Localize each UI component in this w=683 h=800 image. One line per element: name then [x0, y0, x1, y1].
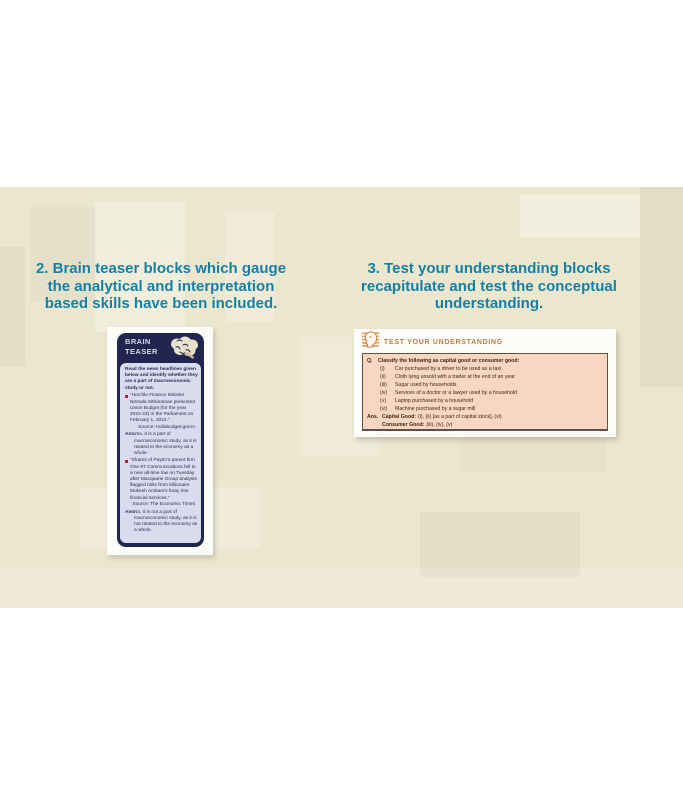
option-row	[380, 405, 603, 413]
option-number: (iv)	[380, 389, 388, 396]
answer-block	[125, 432, 198, 457]
consumer-good-value: (iii), (iv), (v)	[426, 421, 453, 428]
answer-capital-row	[367, 413, 603, 421]
brain-teaser-heading	[16, 260, 306, 313]
option-text: Car purchased by a driver to be used as a taxi	[395, 365, 502, 372]
capital-good-label: Capital Good:	[382, 413, 417, 420]
brain-teaser-intro: Read the news headlines given below and identify whether they are a part of macroeconomic study or not.	[125, 367, 198, 391]
news-headline-item	[125, 393, 198, 430]
option-row	[380, 373, 603, 381]
answer-label: Ans.	[125, 509, 136, 515]
answer-label: Ans.	[125, 432, 136, 438]
question-label: Q.	[367, 357, 373, 364]
option-number: (ii)	[380, 373, 386, 380]
answer-text: No, it is not a part of macroeconomic study, as it is not related to the economy as a whole.	[134, 509, 198, 534]
option-number: (iii)	[380, 381, 387, 388]
capital-good-answer	[382, 413, 502, 421]
heading-line: based skills have been included.	[44, 295, 278, 312]
band-patch	[640, 187, 683, 387]
option-text: Sugar used by households	[395, 381, 457, 388]
option-text: Laptop purchased by a household	[395, 397, 474, 404]
heading-line: 2. Brain teaser blocks which gauge	[35, 260, 287, 277]
option-number: (i)	[380, 365, 385, 372]
brain-teaser-card	[117, 333, 204, 547]
option-number: (vi)	[380, 405, 388, 412]
news-source: Source: The Economic Times	[132, 501, 195, 507]
option-number: (v)	[380, 397, 387, 404]
answer-block	[125, 510, 198, 535]
brain-teaser-title-line2: TEASER	[125, 346, 158, 356]
news-quote: “Hon’ble Finance Minister Nirmala Sitharaman presented Union Budget (for the year 2022-23) in the Parliament on February 1, 2022.”	[130, 393, 196, 424]
test-understanding-heading	[344, 260, 634, 313]
option-row	[380, 381, 603, 389]
news-headline-item	[125, 458, 198, 508]
thinking-head-icon	[361, 330, 380, 354]
option-text: Cloth lying unsold with a trader at the end of an year	[395, 373, 515, 380]
brain-teaser-card-body	[120, 363, 201, 543]
option-row	[380, 397, 603, 405]
heading-line: 3. Test your understanding blocks	[367, 260, 611, 277]
heading-line: the analytical and interpretation	[47, 277, 275, 295]
brain-teaser-title-line1: BRAIN	[125, 337, 151, 346]
consumer-good-label: Consumer Good:	[382, 421, 425, 428]
option-row	[380, 365, 603, 373]
capital-good-value: (i), (ii) [as a part of capital stock], (vi)	[418, 413, 502, 420]
option-text: Services of a doctor or a lawyer used by a household	[395, 389, 517, 396]
test-understanding-panel-header	[361, 332, 503, 352]
option-text: Machine purchased by a sugar mill	[395, 405, 476, 412]
band-patch	[420, 512, 580, 577]
brain-teaser-card-header	[117, 333, 204, 364]
question-row	[367, 357, 603, 365]
red-square-bullet-icon	[125, 395, 128, 398]
red-square-bullet-icon	[125, 460, 128, 463]
test-understanding-panel	[354, 329, 616, 437]
brain-teaser-card-backing	[107, 327, 213, 555]
answer-text: Yes, it is a part of macroeconomic study, as it is related to the economy as a whole.	[134, 432, 197, 457]
question-text: Classify the following as capital good or consumer good:	[378, 357, 520, 364]
news-quote: “Shares of Paytm’s parent firm One 97 Communications fell to a new all-time low on Tuesday after Macquarie Group analysts flagged risks from billionaire Mukesh Ambani’s foray into financial services.”	[130, 458, 197, 501]
news-source: Source: Indiabudget.gov.in	[138, 424, 195, 430]
heading-line: recapitulate and test the conceptual	[361, 277, 617, 295]
answer-consumer-row	[382, 421, 603, 429]
heading-line: understanding.	[434, 295, 544, 312]
panel-header-label: TEST YOUR UNDERSTANDING	[384, 338, 503, 346]
band-patch	[520, 195, 640, 237]
answer-label: Ans.	[367, 413, 379, 420]
option-row	[380, 389, 603, 397]
question-box	[362, 353, 608, 431]
band-patch	[0, 569, 683, 608]
